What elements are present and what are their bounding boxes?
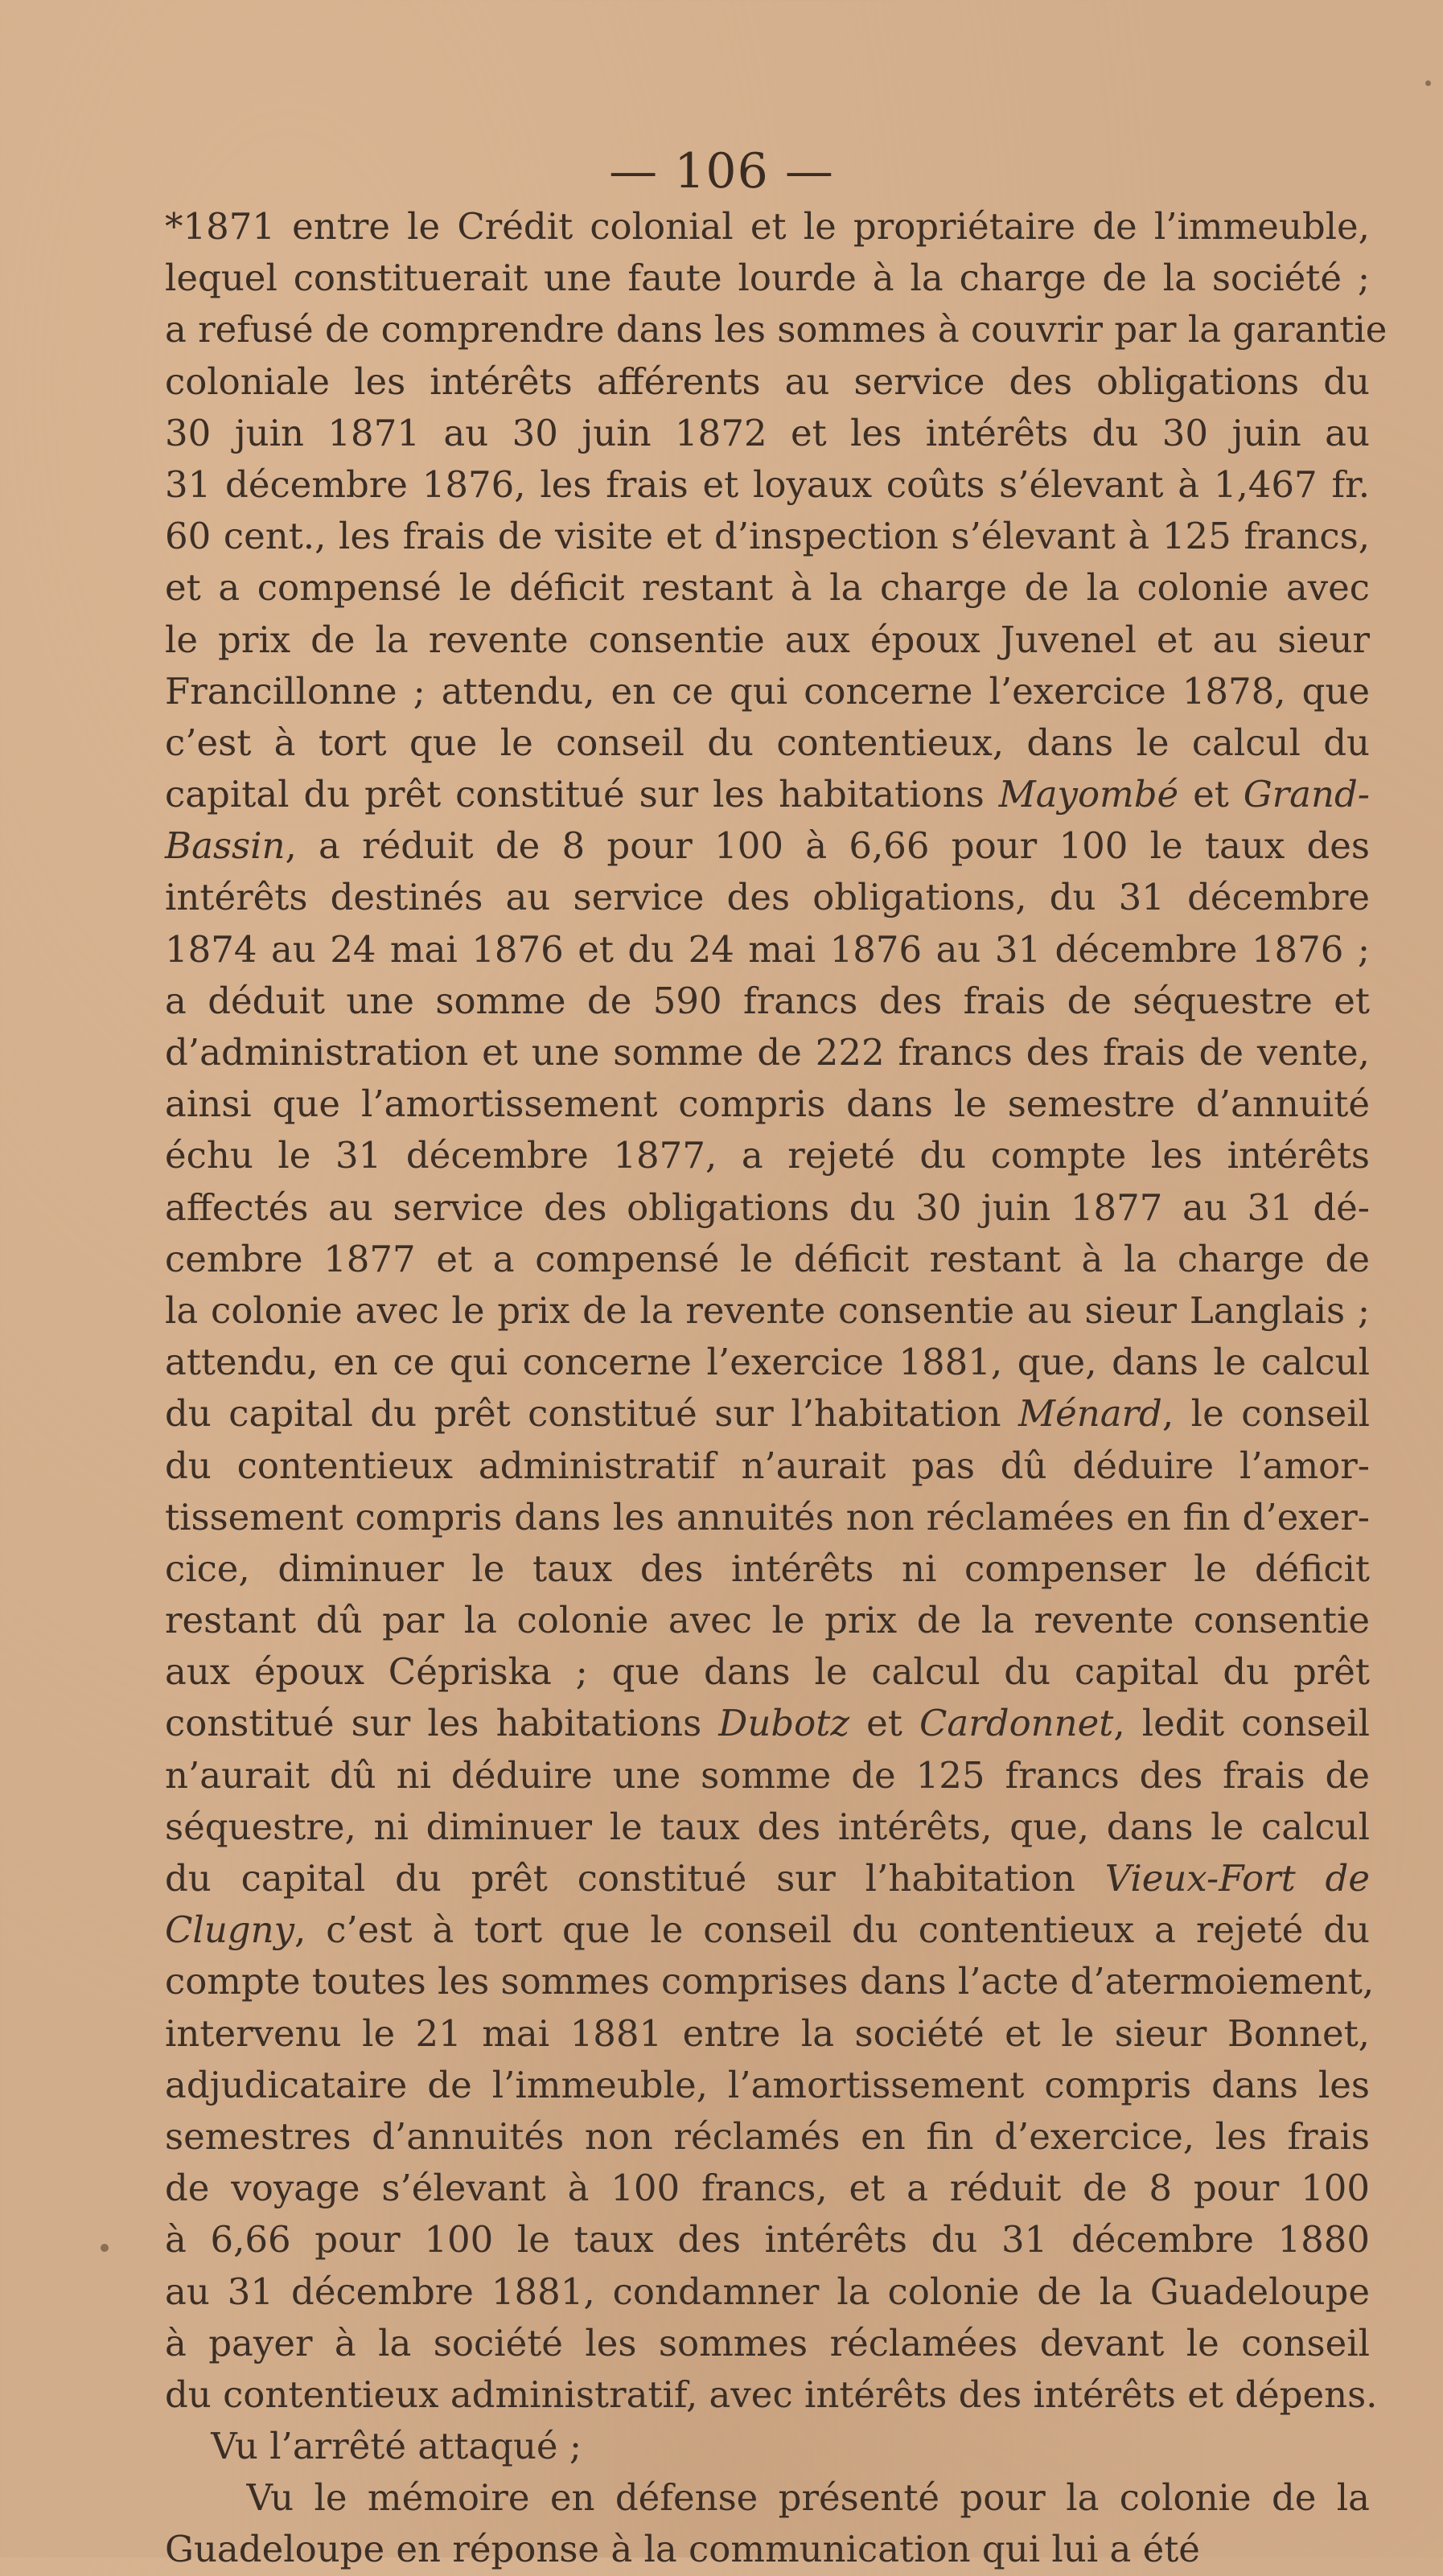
text-line [165, 1595, 1370, 1646]
text-run: n’aurait dû ni déduire une somme de 125 francs des frais de [165, 1753, 1370, 1797]
body-text [165, 201, 1388, 2576]
text-run: tissement compris dans les annuités non réclamées en fin d’exer- [165, 1495, 1370, 1539]
text-line [165, 356, 1370, 408]
text-line [165, 2472, 1370, 2524]
text-line [165, 1853, 1370, 1904]
text-line [165, 924, 1370, 976]
text-run: échu le 31 décembre 1877, a rejeté du compte les intérêts [165, 1134, 1370, 1177]
text-line [165, 1027, 1370, 1078]
italic-name: Dubotz [718, 1702, 850, 1745]
text-line [165, 717, 1370, 769]
text-run: du capital du prêt constitué sur l’habitation [165, 1392, 1019, 1436]
text-run: affectés au service des obligations du 30 juin 1877 au 31 dé- [165, 1185, 1370, 1229]
text-line [165, 1078, 1370, 1130]
text-run: du capital du prêt constitué sur l’habitation [165, 1857, 1105, 1900]
text-run: d’administration et une somme de 222 francs des frais de vente, [165, 1031, 1370, 1074]
text-run: , ledit conseil [1113, 1702, 1370, 1745]
italic-name: Cardonnet [919, 1702, 1114, 1745]
text-run: Vu le mémoire en défense présenté pour la colonie de la [165, 2476, 1370, 2520]
text-line [165, 459, 1370, 511]
text-run: 1874 au 24 mai 1876 et du 24 mai 1876 au 31 décembre 1876 ; [165, 927, 1370, 971]
text-run: compte toutes les sommes comprises dans l’acte d’atermoiement, [165, 1960, 1375, 2003]
italic-name: Vieux-Fort de [1104, 1857, 1370, 1900]
text-line [165, 820, 1370, 872]
italic-name: Mayombé [998, 773, 1179, 816]
text-run: c’est à tort que le conseil du contentieux, dans le calcul du [165, 721, 1370, 764]
text-line [165, 1543, 1370, 1595]
text-run: 60 cent., les frais de visite et d’inspection s’élevant à 125 francs, [165, 515, 1370, 558]
text-line [165, 562, 1370, 614]
text-run: coloniale les intérêts afférents au service des obligations du [165, 359, 1370, 403]
text-run: du contentieux administratif, avec intérêts des intérêts et dépens. [165, 2373, 1378, 2416]
text-run: aux époux Cépriska ; que dans le calcul du capital du prêt [165, 1650, 1370, 1694]
text-line [165, 872, 1370, 923]
text-run: intérêts destinés au service des obligations, du 31 décembre [165, 876, 1370, 919]
ink-speck [1425, 80, 1431, 86]
text-line [165, 304, 1388, 355]
text-run: ainsi que l’amortissement compris dans le semestre d’annuité [165, 1083, 1370, 1126]
text-run: adjudicataire de l’immeuble, l’amortissement compris dans les [165, 2063, 1370, 2106]
text-line [165, 1130, 1370, 1181]
text-run: et [1178, 773, 1244, 816]
text-line [165, 1492, 1370, 1543]
text-line [165, 2524, 1370, 2575]
text-run: semestres d’annuités non réclamés en fin d’exercice, les frais [165, 2114, 1370, 2158]
text-run: *1871 entre le Crédit colonial et le propriétaire de l’immeuble, [165, 205, 1370, 248]
text-line [165, 1750, 1370, 1802]
text-line [165, 1285, 1370, 1337]
text-line [165, 666, 1370, 717]
text-run: séquestre, ni diminuer le taux des intérêts, que, dans le calcul [165, 1805, 1370, 1848]
text-run: intervenu le 21 mai 1881 entre la société et le sieur Bonnet, [165, 2011, 1370, 2055]
ink-speck [101, 2244, 109, 2252]
text-line [165, 2008, 1370, 2060]
text-line [165, 201, 1370, 253]
text-line [165, 1388, 1370, 1440]
text-run: le prix de la revente consentie aux époux Juvenel et au sieur [165, 618, 1370, 661]
text-run: cice, diminuer le taux des intérêts ni compenser le déficit [165, 1547, 1370, 1590]
text-run: capital du prêt constitué sur les habitations [165, 773, 999, 816]
text-run: restant dû par la colonie avec le prix de la revente consentie [165, 1599, 1370, 1642]
text-line [165, 1234, 1370, 1285]
italic-name: Clugny [165, 1908, 295, 1952]
text-run: et [849, 1702, 919, 1745]
text-line [165, 614, 1370, 666]
text-run: , le conseil [1161, 1392, 1370, 1436]
text-line [165, 2421, 1370, 2472]
text-line [165, 253, 1370, 304]
text-run: de voyage s’élevant à 100 francs, et a réduit de 8 pour 100 [165, 2167, 1370, 2210]
text-run: a déduit une somme de 590 francs des frais de séquestre et [165, 979, 1370, 1022]
text-line [165, 769, 1370, 820]
text-run: lequel constituerait une faute lourde à la charge de la société ; [165, 257, 1370, 300]
text-run: Guadeloupe en réponse à la communication qui lui a été [165, 2528, 1200, 2571]
text-run: à payer à la société les sommes réclamées devant le conseil [165, 2321, 1370, 2364]
text-line [165, 976, 1370, 1027]
text-line [165, 1904, 1370, 1956]
text-run: attendu, en ce qui concerne l’exercice 1881, que, dans le calcul [165, 1341, 1370, 1384]
text-run: cembre 1877 et a compensé le déficit restant à la charge de [165, 1237, 1370, 1280]
text-run: 31 décembre 1876, les frais et loyaux coûts s’élevant à 1,467 fr. [165, 462, 1370, 506]
text-run: a refusé de comprendre dans les sommes à couvrir par la garantie [165, 308, 1388, 351]
text-line [165, 2060, 1370, 2111]
text-line [165, 1802, 1370, 1853]
text-line [165, 1182, 1370, 1234]
text-run: à 6,66 pour 100 le taux des intérêts du 31 décembre 1880 [165, 2218, 1370, 2262]
text-line [165, 1698, 1370, 1749]
text-line [165, 2111, 1370, 2163]
text-run: , a réduit de 8 pour 100 à 6,66 pour 100 le taux des [285, 824, 1370, 868]
text-line [165, 2318, 1370, 2369]
text-line [165, 2214, 1370, 2266]
text-run: 30 juin 1871 au 30 juin 1872 et les intérêts du 30 juin au [165, 411, 1370, 454]
text-line [165, 408, 1370, 459]
text-line [165, 1337, 1370, 1388]
text-line [165, 1646, 1370, 1698]
text-run: la colonie avec le prix de la revente consentie au sieur Langlais ; [165, 1288, 1370, 1332]
text-run: et a compensé le déficit restant à la charge de la colonie avec [165, 566, 1370, 610]
text-run: au 31 décembre 1881, condamner la colonie de la Guadeloupe [165, 2270, 1370, 2313]
italic-name: Bassin [165, 824, 286, 868]
text-run: Vu l’arrêté attaqué ; [165, 2425, 582, 2468]
text-run: Francillonne ; attendu, en ce qui concerne l’exercice 1878, que [165, 669, 1370, 713]
page-number: — 106 — [609, 143, 834, 199]
text-line [165, 1440, 1370, 1492]
text-run: , c’est à tort que le conseil du contentieux a rejeté du [294, 1908, 1370, 1952]
text-run: constitué sur les habitations [165, 1702, 719, 1745]
text-line [165, 1956, 1375, 2007]
text-line [165, 2369, 1378, 2421]
text-line [165, 511, 1370, 562]
text-run: du contentieux administratif n’aurait pas dû déduire l’amor- [165, 1444, 1370, 1487]
text-line [165, 2163, 1370, 2214]
italic-name: Ménard [1018, 1392, 1162, 1436]
italic-name: Grand- [1243, 773, 1370, 816]
text-line [165, 2266, 1370, 2318]
